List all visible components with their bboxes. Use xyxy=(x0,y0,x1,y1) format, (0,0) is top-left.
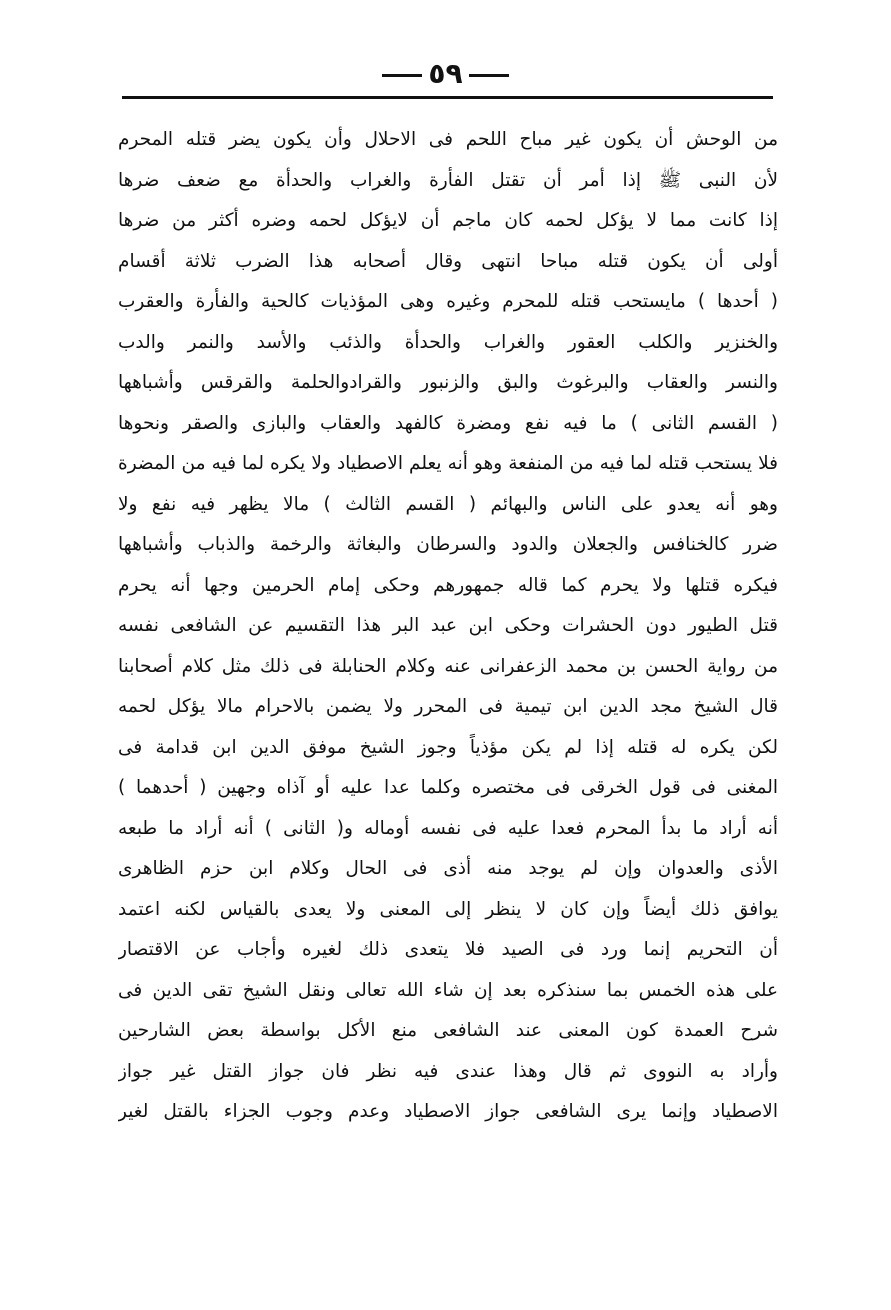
text-line: لكن يكره له قتله إذا لم يكن مؤذياً وجوز الشيخ موفق الدين ابن قدامة فى xyxy=(118,736,778,758)
text-line: قتل الطيور دون الحشرات وحكى ابن عبد البر هذا التقسيم عن الشافعى نفسه xyxy=(118,615,778,636)
page-number: ٥٩ xyxy=(428,57,463,90)
body-text xyxy=(118,120,778,1133)
text-line: ( أحدها ) مايستحب قتله للمحرم وغيره وهى المؤذيات كالحية والفأرة والعقرب xyxy=(118,291,778,312)
text-line: فلا يستحب قتله لما فيه من المنفعة وهو أنه يعلم الاصطياد ولا يكره لما فيه من المضرة xyxy=(118,453,778,474)
text-line: فيكره قتلها ولا يحرم كما قاله جمهورهم وحكى إمام الحرمين وجها أنه يحرم xyxy=(118,574,778,596)
text-line: أنه أراد ما بدأ المحرم فعدا عليه فى نفسه أوماله و( الثانى ) أنه أراد ما طبعه xyxy=(118,817,778,839)
header-rule xyxy=(122,96,773,99)
text-line: الاصطياد وإنما يرى الشافعى جواز الاصطياد وعدم وجوب الجزاء بالقتل لغير xyxy=(118,1101,778,1122)
text-line: وأراد به النووى ثم قال وهذا عندى فيه نظر فان جواز القتل غير جواز xyxy=(118,1060,778,1082)
text-line: والخنزير والكلب العقور والغراب والحدأة والذئب والأسد والنمر والدب xyxy=(118,331,778,353)
left-dash xyxy=(382,74,422,77)
text-line: لأن النبى ﷺ إذا أمر أن تقتل الفأرة والغراب والحدأة مع ضعف ضرها xyxy=(118,169,778,191)
text-line: الأذى والعدوان وإن لم يوجد منه أذى فى الحال وكلام ابن حزم الظاهرى xyxy=(118,858,778,879)
text-line: على هذه الخمس بما سنذكره بعد إن شاء الله تعالى ونقل الشيخ تقى الدين فى xyxy=(118,979,778,1001)
text-line: من الوحش أن يكون غير مباح اللحم فى الاحلال وأن يكون يضر قتله المحرم xyxy=(118,129,778,150)
text-line: من رواية الحسن بن محمد الزعفرانى عنه وكلام الحنابلة فى ذلك مثل كلام أصحابنا xyxy=(118,655,778,677)
text-line: إذا كانت مما لا يؤكل لحمه كان ماجم أن لايؤكل لحمه وضره أكثر من ضرها xyxy=(118,210,778,231)
text-line: قال الشيخ مجد الدين ابن تيمية فى المحرر ولا يضمن بالاحرام مالا يؤكل لحمه xyxy=(118,696,778,717)
right-dash xyxy=(469,74,509,77)
text-line: وهو أنه يعدو على الناس والبهائم ( القسم الثالث ) مالا يظهر فيه نفع ولا xyxy=(118,493,778,515)
text-line: ضرر كالخنافس والجعلان والدود والسرطان والبغاثة والرخمة والذباب وأشباهها xyxy=(118,534,778,555)
text-line: يوافق ذلك أيضاً وإن كان لا ينظر إلى المعنى ولا يعدى بالقياس لكنه اعتمد xyxy=(118,898,778,920)
text-line: ( القسم الثانى ) ما فيه نفع ومضرة كالفهد والعقاب والبازى والصقر ونحوها xyxy=(118,412,778,434)
text-line: المغنى فى قول الخرقى فى مختصره وكلما عدا عليه أو آذاه وجهين ( أحدهما ) xyxy=(118,777,778,798)
text-line: أن التحريم إنما ورد فى الصيد فلا يتعدى ذلك لغيره وأجاب عن الاقتصار xyxy=(118,939,778,960)
text-line: والنسر والعقاب والبرغوث والبق والزنبور والقرادوالحلمة والقرقس وأشباهها xyxy=(118,372,778,393)
text-line: شرح العمدة كون المعنى عند الشافعى منع الأكل بواسطة بعض الشارحين xyxy=(118,1020,778,1041)
page-number-header xyxy=(0,54,891,94)
text-line: أولى أن يكون قتله مباحا انتهى وقال أصحابه هذا الضرب ثلاثة أقسام xyxy=(118,250,778,272)
